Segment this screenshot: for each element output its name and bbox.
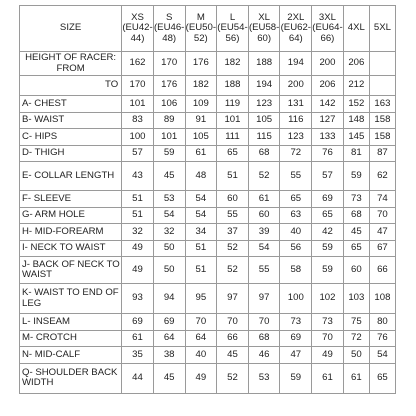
measurement-value: 59 [312, 240, 344, 257]
measurement-value: 50 [343, 347, 369, 364]
measurement-value: 55 [217, 207, 249, 224]
measurement-value: 51 [217, 162, 249, 191]
size-eu-code: (EU46-48) [153, 22, 185, 44]
measurement-value: 44 [122, 363, 154, 393]
size-header-cell [248, 6, 280, 52]
measurement-value: 53 [153, 191, 185, 208]
measurement-value: 32 [122, 224, 154, 241]
measurement-value: 115 [248, 129, 280, 146]
measurement-row [20, 191, 396, 208]
size-label: S [165, 11, 173, 23]
size-label: XS [131, 11, 144, 23]
measurement-row [20, 129, 396, 146]
measurement-label: J- BACK OF NECK TO WAIST [20, 257, 122, 284]
measurement-value: 163 [369, 96, 395, 113]
measurement-value: 53 [248, 363, 280, 393]
height-to-cell: 182 [185, 76, 217, 96]
measurement-value: 100 [280, 284, 312, 314]
size-header-cell [369, 6, 395, 52]
measurement-value: 133 [312, 129, 344, 146]
measurement-value: 54 [185, 191, 217, 208]
height-from-cell: 194 [280, 52, 312, 76]
size-eu-code: (EU50-52) [185, 22, 217, 44]
measurement-value: 57 [312, 162, 344, 191]
height-to-label: TO [20, 76, 122, 96]
measurement-row [20, 314, 396, 331]
measurement-value: 66 [217, 330, 249, 347]
measurement-value: 61 [122, 330, 154, 347]
size-eu-code: (EU54-56) [217, 22, 248, 44]
measurement-value: 105 [185, 129, 217, 146]
measurement-value: 40 [280, 224, 312, 241]
measurement-value: 70 [185, 314, 217, 331]
measurement-value: 40 [185, 347, 217, 364]
measurement-label: H- MID-FOREARM [20, 224, 122, 241]
measurement-value: 67 [369, 240, 395, 257]
size-chart-body [20, 6, 396, 394]
measurement-value: 61 [185, 145, 217, 162]
size-label: 5XL [373, 22, 391, 34]
measurement-value: 148 [343, 112, 369, 129]
measurement-value: 62 [369, 162, 395, 191]
measurement-value: 52 [217, 257, 249, 284]
size-label: L [229, 11, 236, 23]
measurement-label: C- HIPS [20, 129, 122, 146]
height-from-cell: 162 [122, 52, 154, 76]
measurement-label: B- WAIST [20, 112, 122, 129]
measurement-value: 54 [185, 207, 217, 224]
measurement-value: 63 [280, 207, 312, 224]
measurement-value: 49 [312, 347, 344, 364]
size-label: 3XL [318, 11, 336, 23]
measurement-value: 43 [122, 162, 154, 191]
measurement-row [20, 257, 396, 284]
height-to-cell [369, 76, 395, 96]
measurement-value: 45 [343, 224, 369, 241]
measurement-value: 123 [280, 129, 312, 146]
measurement-value: 94 [153, 284, 185, 314]
measurement-value: 49 [122, 257, 154, 284]
height-from-cell: 182 [217, 52, 249, 76]
height-from-cell: 206 [343, 52, 369, 76]
measurement-value: 52 [248, 162, 280, 191]
height-to-row [20, 76, 396, 96]
measurement-value: 116 [280, 112, 312, 129]
size-eu-code: (EU64-66) [312, 22, 343, 44]
measurement-value: 69 [280, 330, 312, 347]
height-from-row [20, 52, 396, 76]
measurement-value: 142 [312, 96, 344, 113]
measurement-value: 59 [343, 162, 369, 191]
measurement-value: 108 [369, 284, 395, 314]
measurement-value: 76 [312, 145, 344, 162]
height-from-cell: 200 [312, 52, 344, 76]
measurement-value: 51 [185, 257, 217, 284]
measurement-value: 49 [185, 363, 217, 393]
measurement-value: 101 [217, 112, 249, 129]
measurement-row [20, 240, 396, 257]
size-header-cell [185, 6, 217, 52]
measurement-value: 70 [217, 314, 249, 331]
measurement-value: 46 [248, 347, 280, 364]
measurement-value: 60 [343, 257, 369, 284]
measurement-value: 64 [185, 330, 217, 347]
height-to-cell: 200 [280, 76, 312, 96]
measurement-value: 68 [343, 207, 369, 224]
measurement-value: 49 [122, 240, 154, 257]
measurement-value: 57 [122, 145, 154, 162]
height-to-cell: 170 [122, 76, 154, 96]
measurement-value: 55 [280, 162, 312, 191]
measurement-row [20, 363, 396, 393]
height-to-cell: 212 [343, 76, 369, 96]
measurement-value: 81 [343, 145, 369, 162]
measurement-value: 50 [153, 257, 185, 284]
measurement-value: 47 [280, 347, 312, 364]
measurement-value: 32 [153, 224, 185, 241]
measurement-value: 39 [248, 224, 280, 241]
measurement-value: 111 [217, 129, 249, 146]
size-eu-code: (EU58-60) [248, 22, 280, 44]
measurement-value: 68 [248, 330, 280, 347]
size-header-cell [312, 6, 344, 52]
measurement-value: 97 [248, 284, 280, 314]
height-from-cell: 188 [248, 52, 280, 76]
measurement-value: 59 [280, 363, 312, 393]
size-header-cell [122, 6, 154, 52]
size-header-cell [153, 6, 185, 52]
measurement-value: 74 [369, 191, 395, 208]
measurement-value: 73 [280, 314, 312, 331]
height-to-cell: 194 [248, 76, 280, 96]
measurement-row [20, 207, 396, 224]
size-label: 4XL [347, 22, 365, 34]
measurement-row [20, 112, 396, 129]
size-label: XL [258, 11, 271, 23]
measurement-value: 64 [153, 330, 185, 347]
measurement-value: 45 [153, 363, 185, 393]
measurement-label: E- COLLAR LENGTH [20, 162, 122, 191]
measurement-value: 42 [312, 224, 344, 241]
measurement-value: 61 [312, 363, 344, 393]
measurement-label: I- NECK TO WAIST [20, 240, 122, 257]
measurement-row [20, 284, 396, 314]
height-from-cell [369, 52, 395, 76]
measurement-value: 65 [280, 191, 312, 208]
measurement-value: 35 [122, 347, 154, 364]
measurement-value: 158 [369, 112, 395, 129]
measurement-value: 131 [280, 96, 312, 113]
measurement-value: 75 [343, 314, 369, 331]
measurement-value: 66 [369, 257, 395, 284]
measurement-value: 51 [185, 240, 217, 257]
size-header-cell [217, 6, 249, 52]
measurement-value: 119 [217, 96, 249, 113]
measurement-value: 60 [217, 191, 249, 208]
measurement-value: 37 [217, 224, 249, 241]
height-to-cell: 206 [312, 76, 344, 96]
height-to-cell: 188 [217, 76, 249, 96]
measurement-value: 58 [280, 257, 312, 284]
measurement-value: 65 [312, 207, 344, 224]
measurement-row [20, 330, 396, 347]
measurement-value: 54 [248, 240, 280, 257]
measurement-value: 89 [153, 112, 185, 129]
measurement-value: 47 [369, 224, 395, 241]
measurement-value: 65 [217, 145, 249, 162]
size-corner-label: SIZE [20, 6, 122, 52]
measurement-label: F- SLEEVE [20, 191, 122, 208]
measurement-value: 55 [248, 257, 280, 284]
measurement-value: 80 [369, 314, 395, 331]
height-label: HEIGHT OF RACER: FROM [20, 52, 122, 76]
measurement-value: 76 [369, 330, 395, 347]
measurement-value: 51 [122, 207, 154, 224]
measurement-value: 70 [248, 314, 280, 331]
measurement-value: 52 [217, 240, 249, 257]
measurement-value: 145 [343, 129, 369, 146]
measurement-label: K- WAIST TO END OF LEG [20, 284, 122, 314]
height-from-cell: 170 [153, 52, 185, 76]
size-eu-code: (EU42-44) [122, 22, 153, 44]
measurement-value: 152 [343, 96, 369, 113]
measurement-value: 69 [153, 314, 185, 331]
measurement-row [20, 145, 396, 162]
measurement-value: 65 [343, 240, 369, 257]
measurement-row [20, 347, 396, 364]
measurement-value: 56 [280, 240, 312, 257]
measurement-value: 106 [153, 96, 185, 113]
size-chart-table [19, 5, 396, 394]
measurement-label: D- THIGH [20, 145, 122, 162]
measurement-value: 61 [343, 363, 369, 393]
measurement-value: 105 [248, 112, 280, 129]
measurement-label: N- MID-CALF [20, 347, 122, 364]
measurement-value: 83 [122, 112, 154, 129]
measurement-value: 69 [312, 191, 344, 208]
measurement-label: Q- SHOULDER BACK WIDTH [20, 363, 122, 393]
measurement-value: 93 [122, 284, 154, 314]
measurement-value: 127 [312, 112, 344, 129]
measurement-row [20, 224, 396, 241]
measurement-value: 54 [153, 207, 185, 224]
measurement-value: 38 [153, 347, 185, 364]
measurement-value: 72 [280, 145, 312, 162]
measurement-value: 91 [185, 112, 217, 129]
measurement-value: 52 [217, 363, 249, 393]
measurement-value: 68 [248, 145, 280, 162]
measurement-value: 60 [248, 207, 280, 224]
measurement-value: 95 [185, 284, 217, 314]
measurement-value: 54 [369, 347, 395, 364]
measurement-label: L- INSEAM [20, 314, 122, 331]
measurement-value: 70 [312, 330, 344, 347]
measurement-label: A- CHEST [20, 96, 122, 113]
measurement-value: 97 [217, 284, 249, 314]
measurement-row [20, 96, 396, 113]
measurement-value: 109 [185, 96, 217, 113]
measurement-value: 123 [248, 96, 280, 113]
size-header-cell [343, 6, 369, 52]
size-eu-code: (EU62-64) [280, 22, 311, 44]
measurement-value: 70 [369, 207, 395, 224]
measurement-value: 72 [343, 330, 369, 347]
measurement-value: 102 [312, 284, 344, 314]
measurement-value: 34 [185, 224, 217, 241]
measurement-value: 101 [122, 96, 154, 113]
measurement-value: 158 [369, 129, 395, 146]
measurement-value: 59 [312, 257, 344, 284]
measurement-value: 45 [217, 347, 249, 364]
size-label: M [196, 11, 205, 23]
measurement-value: 61 [248, 191, 280, 208]
measurement-value: 103 [343, 284, 369, 314]
measurement-value: 101 [153, 129, 185, 146]
size-label: 2XL [287, 11, 305, 23]
measurement-value: 65 [369, 363, 395, 393]
measurement-label: M- CROTCH [20, 330, 122, 347]
height-from-cell: 176 [185, 52, 217, 76]
measurement-value: 100 [122, 129, 154, 146]
measurement-value: 51 [122, 191, 154, 208]
measurement-value: 48 [185, 162, 217, 191]
measurement-value: 59 [153, 145, 185, 162]
measurement-value: 45 [153, 162, 185, 191]
measurement-value: 87 [369, 145, 395, 162]
header-row [20, 6, 396, 52]
measurement-label: G- ARM HOLE [20, 207, 122, 224]
measurement-row [20, 162, 396, 191]
measurement-value: 73 [312, 314, 344, 331]
height-to-cell: 176 [153, 76, 185, 96]
size-header-cell [280, 6, 312, 52]
measurement-value: 69 [122, 314, 154, 331]
measurement-value: 50 [153, 240, 185, 257]
measurement-value: 73 [343, 191, 369, 208]
